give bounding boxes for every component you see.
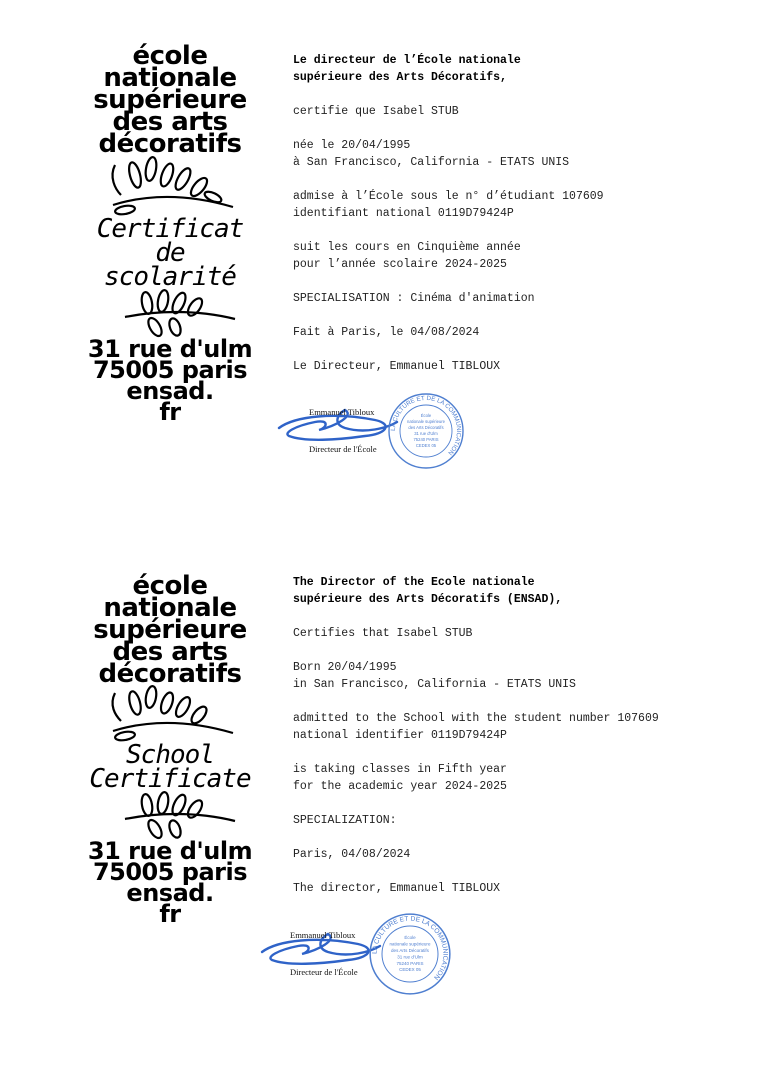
certificate-text xyxy=(293,52,733,375)
address-line: ensad. xyxy=(126,879,214,907)
student-number: admise à l’École sous le n° d’étudiant 107609 xyxy=(293,190,604,203)
school-name-wordmark xyxy=(55,571,285,689)
birth-place: in San Francisco, California - ETATS UNIS xyxy=(293,678,576,691)
stamp-line: nationale supérieure xyxy=(389,941,431,947)
school-name-line: décoratifs xyxy=(98,659,242,689)
certificate-text xyxy=(293,574,733,897)
heading-line: supérieure des Arts Décoratifs, xyxy=(293,71,507,84)
school-name-wordmark xyxy=(55,41,285,159)
address-line: fr xyxy=(159,398,181,426)
director-line: Le Directeur, Emmanuel TIBLOUX xyxy=(293,360,501,373)
signature-image xyxy=(275,398,400,448)
school-name-line: supérieure xyxy=(93,85,247,115)
laurel-branch-icon xyxy=(95,791,245,841)
certificate-title xyxy=(55,214,285,292)
certificate-title-line: School xyxy=(126,740,214,770)
laurel-branch-icon xyxy=(95,155,245,217)
certificate-title-line: de xyxy=(155,238,185,268)
national-identifier: national identifier 0119D79424P xyxy=(293,729,507,742)
birth-date: Born 20/04/1995 xyxy=(293,661,397,674)
place-date: Fait à Paris, le 04/08/2024 xyxy=(293,326,480,339)
laurel-branch-icon xyxy=(95,289,245,339)
address-line: ensad. xyxy=(126,377,214,405)
address-line: fr xyxy=(159,900,181,928)
place-date: Paris, 04/08/2024 xyxy=(293,848,411,861)
birth-date: née le 20/04/1995 xyxy=(293,139,411,152)
school-name-line: nationale xyxy=(103,63,237,93)
certificate-title-line: Certificat xyxy=(96,214,244,244)
specialisation: SPECIALIZATION: xyxy=(293,814,397,827)
school-logo xyxy=(55,41,285,426)
certificate-title xyxy=(55,740,285,794)
stamp-line: CEDEX 05 xyxy=(399,967,421,973)
signature-name: Emmanuel Tibloux xyxy=(290,930,356,940)
school-name-line: décoratifs xyxy=(98,129,242,159)
school-address xyxy=(55,335,285,426)
official-stamp-icon xyxy=(368,912,452,996)
stamp-ring-text: LA CULTURE ET DE LA COMMUNICATION xyxy=(389,394,463,457)
official-stamp-icon xyxy=(387,392,465,470)
school-logo xyxy=(55,571,285,928)
address-line: 75005 paris xyxy=(92,858,248,886)
school-name-line: école xyxy=(132,571,208,601)
certify-line: certifie que Isabel STUB xyxy=(293,105,459,118)
specialisation: SPECIALISATION : Cinéma d'animation xyxy=(293,292,535,305)
school-name-line: des arts xyxy=(112,637,228,667)
course-level: is taking classes in Fifth year xyxy=(293,763,507,776)
stamp-line: des Arts Décoratifs xyxy=(408,425,444,430)
stamp-line: 75240 PARIS xyxy=(396,960,424,966)
certificate-title-line: Certificate xyxy=(89,764,251,794)
signature-block xyxy=(258,912,458,1002)
heading-line: supérieure des Arts Décoratifs (ENSAD), xyxy=(293,593,563,606)
national-identifier: identifiant national 0119D79424P xyxy=(293,207,514,220)
address-line: 31 rue d'ulm xyxy=(87,837,253,865)
student-number: admitted to the School with the student number 107609 xyxy=(293,712,659,725)
school-year: for the academic year 2024-2025 xyxy=(293,780,507,793)
stamp-line: École xyxy=(404,934,416,940)
english-certificate xyxy=(0,520,764,1060)
certificate-title-line: scolarité xyxy=(104,262,236,292)
signature-block xyxy=(275,392,475,472)
signature-name: Emmanuel Tibloux xyxy=(309,407,375,417)
heading-line: Le directeur de l’École nationale xyxy=(293,54,521,67)
school-name-line: nationale xyxy=(103,593,237,623)
address-line: 31 rue d'ulm xyxy=(87,335,253,363)
stamp-line: 31 rue d'Ulm xyxy=(414,431,438,436)
school-name-line: des arts xyxy=(112,107,228,137)
stamp-line: des Arts Décoratifs xyxy=(391,947,429,953)
school-name-line: supérieure xyxy=(93,615,247,645)
signature-role: Directeur de l'École xyxy=(290,967,358,977)
course-level: suit les cours en Cinquième année xyxy=(293,241,521,254)
heading-line: The Director of the Ecole nationale xyxy=(293,576,535,589)
address-line: 75005 paris xyxy=(92,356,248,384)
director-line: The director, Emmanuel TIBLOUX xyxy=(293,882,501,895)
stamp-line: 31 rue d'Ulm xyxy=(397,954,423,960)
school-address xyxy=(55,837,285,928)
stamp-ring-text: LA CULTURE ET DE LA COMMUNICATION xyxy=(371,915,449,981)
stamp-line: CEDEX 05 xyxy=(415,443,437,448)
birth-place: à San Francisco, California - ETATS UNIS xyxy=(293,156,570,169)
school-name-line: école xyxy=(132,41,208,71)
certify-line: Certifies that Isabel STUB xyxy=(293,627,473,640)
signature-role: Directeur de l'École xyxy=(309,444,377,454)
stamp-line: École xyxy=(420,413,432,418)
stamp-line: nationale supérieure xyxy=(407,419,445,424)
stamp-line: 75240 PARIS xyxy=(413,437,439,442)
laurel-branch-icon xyxy=(95,685,245,743)
school-year: pour l’année scolaire 2024-2025 xyxy=(293,258,507,271)
